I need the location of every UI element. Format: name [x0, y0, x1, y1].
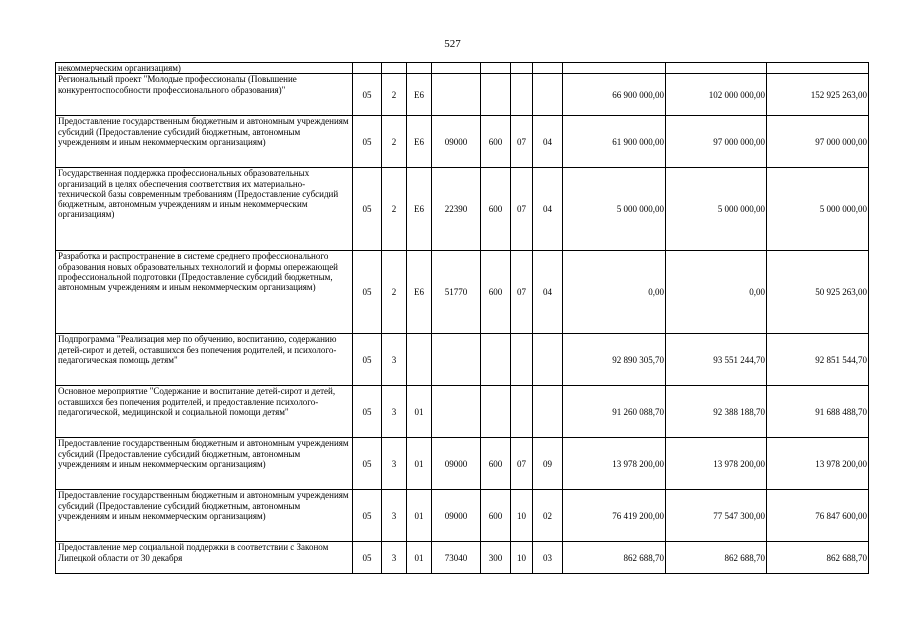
subprogram-code-cell: 3	[382, 334, 407, 386]
amount-year1-cell: 66 900 000,00	[563, 74, 666, 116]
measure-code-cell: Е6	[407, 168, 432, 251]
description-cell: Предоставление государственным бюджетным и автономным учреждениям субсидий (Предоставление субсидий бюджетным, автономным учреждениям и иным некоммерческим организациям)	[56, 438, 353, 490]
amount-year2-cell: 93 551 244,70	[666, 334, 767, 386]
amount-year1-cell: 5 000 000,00	[563, 168, 666, 251]
subprogram-code-cell: 3	[382, 438, 407, 490]
section-cell: 07	[511, 116, 533, 168]
program-code-cell: 05	[353, 438, 382, 490]
expense-type-cell: 600	[481, 251, 511, 334]
description-cell: Основное мероприятие "Содержание и воспитание детей-сирот и детей, оставшихся без попечения родителей, и предоставление психолого-педагогической, медицинской и социальной помощи детям"	[56, 386, 353, 438]
amount-year2-cell: 102 000 000,00	[666, 74, 767, 116]
subsection-cell	[533, 74, 563, 116]
expense-type-cell	[481, 386, 511, 438]
subsection-cell: 04	[533, 116, 563, 168]
description-cell: Предоставление государственным бюджетным и автономным учреждениям субсидий (Предоставление субсидий бюджетным, автономным учреждениям и иным некоммерческим организациям)	[56, 116, 353, 168]
expense-type-cell: 300	[481, 542, 511, 574]
program-code-cell: 05	[353, 74, 382, 116]
section-cell: 07	[511, 168, 533, 251]
section-cell: 07	[511, 251, 533, 334]
amount-year2-cell: 5 000 000,00	[666, 168, 767, 251]
measure-code-cell: 01	[407, 438, 432, 490]
measure-code-cell: Е6	[407, 74, 432, 116]
amount-year1-cell: 76 419 200,00	[563, 490, 666, 542]
expense-type-cell: 600	[481, 490, 511, 542]
subsection-cell: 09	[533, 438, 563, 490]
description-cell: Предоставление государственным бюджетным и автономным учреждениям субсидий (Предоставление субсидий бюджетным, автономным учреждениям и иным некоммерческим организациям)	[56, 490, 353, 542]
amount-year2-cell: 13 978 200,00	[666, 438, 767, 490]
expense-type-cell: 600	[481, 116, 511, 168]
section-cell	[511, 74, 533, 116]
subprogram-code-cell: 3	[382, 542, 407, 574]
amount-year1-cell: 13 978 200,00	[563, 438, 666, 490]
expense-type-cell: 600	[481, 438, 511, 490]
table-row	[56, 74, 869, 116]
subprogram-code-cell: 2	[382, 116, 407, 168]
subsection-cell	[533, 334, 563, 386]
program-code-cell: 05	[353, 542, 382, 574]
table-row	[56, 490, 869, 542]
amount-year2-cell: 77 547 300,00	[666, 490, 767, 542]
amount-year3-cell	[767, 63, 869, 74]
amount-year1-cell: 92 890 305,70	[563, 334, 666, 386]
amount-year3-cell: 92 851 544,70	[767, 334, 869, 386]
section-cell	[511, 63, 533, 74]
expense-type-cell	[481, 63, 511, 74]
program-code-cell: 05	[353, 334, 382, 386]
amount-year1-cell	[563, 63, 666, 74]
direction-code-cell: 22390	[432, 168, 481, 251]
subprogram-code-cell: 2	[382, 251, 407, 334]
program-code-cell: 05	[353, 251, 382, 334]
amount-year1-cell: 91 260 088,70	[563, 386, 666, 438]
table-row	[56, 438, 869, 490]
table-row	[56, 251, 869, 334]
amount-year3-cell: 13 978 200,00	[767, 438, 869, 490]
amount-year3-cell: 91 688 488,70	[767, 386, 869, 438]
amount-year2-cell: 92 388 188,70	[666, 386, 767, 438]
amount-year1-cell: 862 688,70	[563, 542, 666, 574]
amount-year3-cell: 5 000 000,00	[767, 168, 869, 251]
subsection-cell	[533, 63, 563, 74]
amount-year2-cell: 0,00	[666, 251, 767, 334]
direction-code-cell	[432, 386, 481, 438]
section-cell: 07	[511, 438, 533, 490]
section-cell	[511, 386, 533, 438]
table-row	[56, 116, 869, 168]
section-cell: 10	[511, 490, 533, 542]
measure-code-cell: 01	[407, 386, 432, 438]
table-row	[56, 168, 869, 251]
direction-code-cell	[432, 74, 481, 116]
table-row	[56, 334, 869, 386]
description-cell: Предоставление мер социальной поддержки в соответствии с Законом Липецкой области от 30 декабря	[56, 542, 353, 574]
direction-code-cell: 51770	[432, 251, 481, 334]
program-code-cell: 05	[353, 490, 382, 542]
expense-type-cell: 600	[481, 168, 511, 251]
program-code-cell	[353, 63, 382, 74]
amount-year3-cell: 50 925 263,00	[767, 251, 869, 334]
table-row	[56, 386, 869, 438]
description-cell: некоммерческим организациям)	[56, 63, 353, 74]
amount-year2-cell	[666, 63, 767, 74]
amount-year3-cell: 97 000 000,00	[767, 116, 869, 168]
expense-type-cell	[481, 74, 511, 116]
description-cell: Разработка и распространение в системе среднего профессионального образования новых образовательных технологий и формы опережающей профессиональной подготовки (Предоставление субсидий бюджетным, автономным учреждениям и иным некоммерческим организациям)	[56, 251, 353, 334]
direction-code-cell: 09000	[432, 490, 481, 542]
description-cell: Подпрограмма "Реализация мер по обучению, воспитанию, содержанию детей-сирот и детей, оставшихся без попечения родителей, и психолого-педагогическая помощь детям"	[56, 334, 353, 386]
subsection-cell: 04	[533, 251, 563, 334]
subsection-cell: 02	[533, 490, 563, 542]
page-number: 527	[444, 38, 461, 50]
amount-year1-cell: 61 900 000,00	[563, 116, 666, 168]
direction-code-cell: 09000	[432, 438, 481, 490]
subprogram-code-cell	[382, 63, 407, 74]
measure-code-cell: Е6	[407, 116, 432, 168]
program-code-cell: 05	[353, 386, 382, 438]
table-row	[56, 542, 869, 574]
subsection-cell: 03	[533, 542, 563, 574]
measure-code-cell: 01	[407, 490, 432, 542]
description-cell: Региональный проект "Молодые профессионалы (Повышение конкурентоспособности профессионального образования)"	[56, 74, 353, 116]
direction-code-cell	[432, 334, 481, 386]
measure-code-cell	[407, 334, 432, 386]
subprogram-code-cell: 2	[382, 74, 407, 116]
measure-code-cell: 01	[407, 542, 432, 574]
measure-code-cell: Е6	[407, 251, 432, 334]
direction-code-cell: 09000	[432, 116, 481, 168]
subprogram-code-cell: 3	[382, 386, 407, 438]
direction-code-cell: 73040	[432, 542, 481, 574]
expense-type-cell	[481, 334, 511, 386]
budget-table	[55, 62, 869, 574]
amount-year3-cell: 76 847 600,00	[767, 490, 869, 542]
table-row	[56, 63, 869, 74]
subprogram-code-cell: 2	[382, 168, 407, 251]
subsection-cell	[533, 386, 563, 438]
amount-year2-cell: 862 688,70	[666, 542, 767, 574]
section-cell	[511, 334, 533, 386]
program-code-cell: 05	[353, 168, 382, 251]
amount-year1-cell: 0,00	[563, 251, 666, 334]
measure-code-cell	[407, 63, 432, 74]
amount-year2-cell: 97 000 000,00	[666, 116, 767, 168]
program-code-cell: 05	[353, 116, 382, 168]
amount-year3-cell: 862 688,70	[767, 542, 869, 574]
description-cell: Государственная поддержка профессиональных образовательных организаций в целях обеспечения соответствия их материально-технической базы современным требованиям (Предоставление субсидий бюджетным, автономным учреждениям и иным некоммерческим организациям)	[56, 168, 353, 251]
table-body	[56, 63, 869, 574]
direction-code-cell	[432, 63, 481, 74]
subprogram-code-cell: 3	[382, 490, 407, 542]
section-cell: 10	[511, 542, 533, 574]
amount-year3-cell: 152 925 263,00	[767, 74, 869, 116]
subsection-cell: 04	[533, 168, 563, 251]
